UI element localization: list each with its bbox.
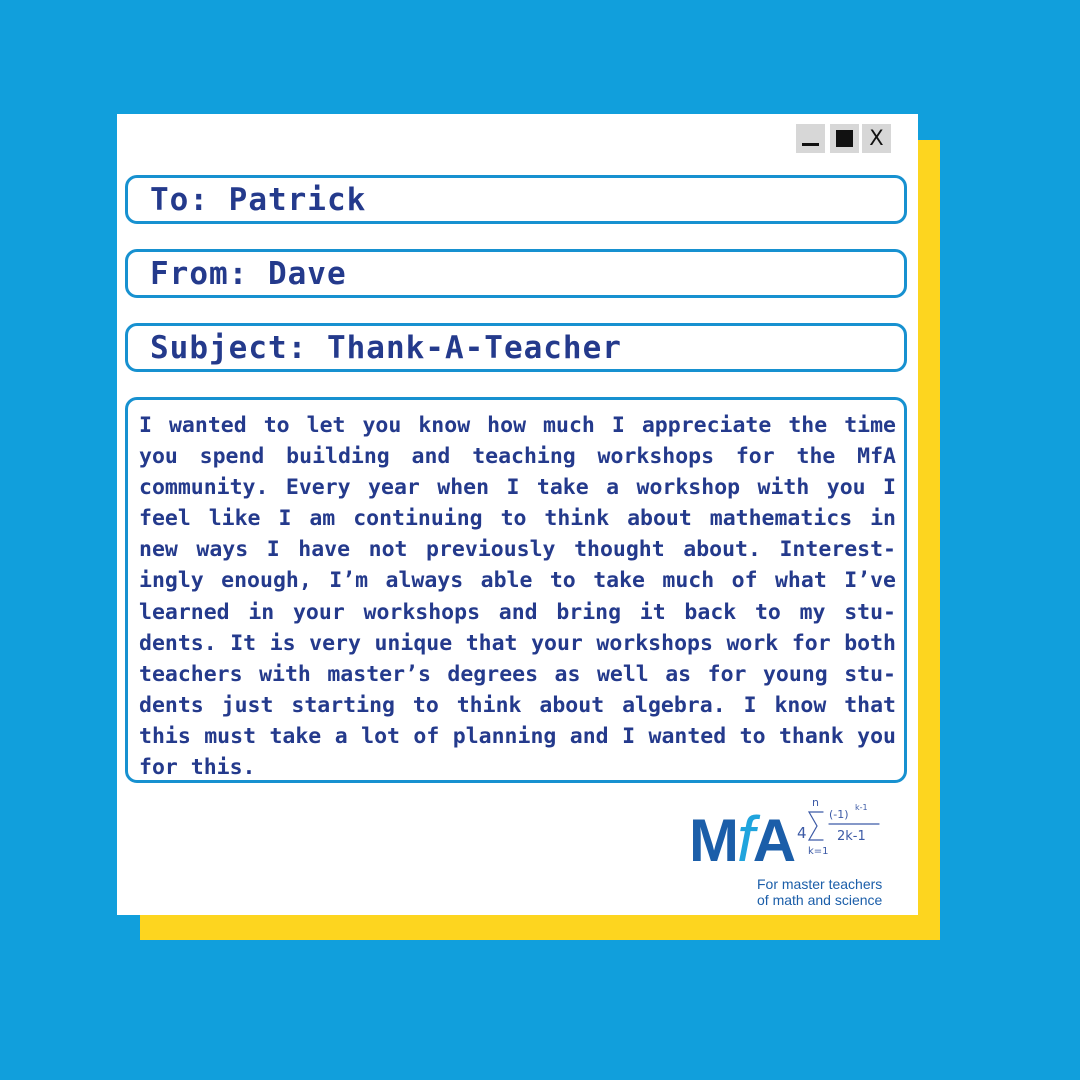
svg-text:k=1: k=1	[808, 846, 829, 857]
mfa-logo-mark: MfA	[689, 803, 795, 875]
minimize-button[interactable]	[796, 124, 825, 153]
summation-formula-icon	[797, 788, 907, 858]
maximize-button[interactable]	[830, 124, 859, 153]
svg-text:2k-1: 2k-1	[837, 829, 866, 844]
mfa-tagline: For master teachers of math and science	[757, 876, 883, 908]
minimize-icon	[802, 143, 819, 146]
message-body[interactable]: I wanted to let you know how much I appreciate the time you spend building and teaching workshops for the MfA community. Every year when I take a workshop with you I feel like I am continuing to think about mathematics in new ways I have not previously thought about. Interest-ingly enough, I’m always able to take much of what I’ve learned in your workshops and bring it back to my stu-dents. It is very unique that your workshops work for both teachers with master’s degrees as well as for young stu-dents just starting to think about algebra. I know that this must take a lot of planning and I wanted to thank you for this.	[125, 397, 907, 783]
subject-field[interactable]: Subject: Thank-A-Teacher	[125, 323, 907, 372]
svg-text:4: 4	[797, 824, 807, 842]
email-window	[117, 114, 918, 915]
from-field[interactable]: From: Dave	[125, 249, 907, 298]
maximize-icon	[836, 130, 853, 147]
svg-text:(-1): (-1)	[829, 808, 849, 821]
close-button[interactable]: X	[862, 124, 891, 153]
svg-text:n: n	[812, 796, 819, 809]
svg-text:k-1: k-1	[855, 803, 868, 812]
mfa-logo	[689, 788, 899, 908]
to-field[interactable]: To: Patrick	[125, 175, 907, 224]
